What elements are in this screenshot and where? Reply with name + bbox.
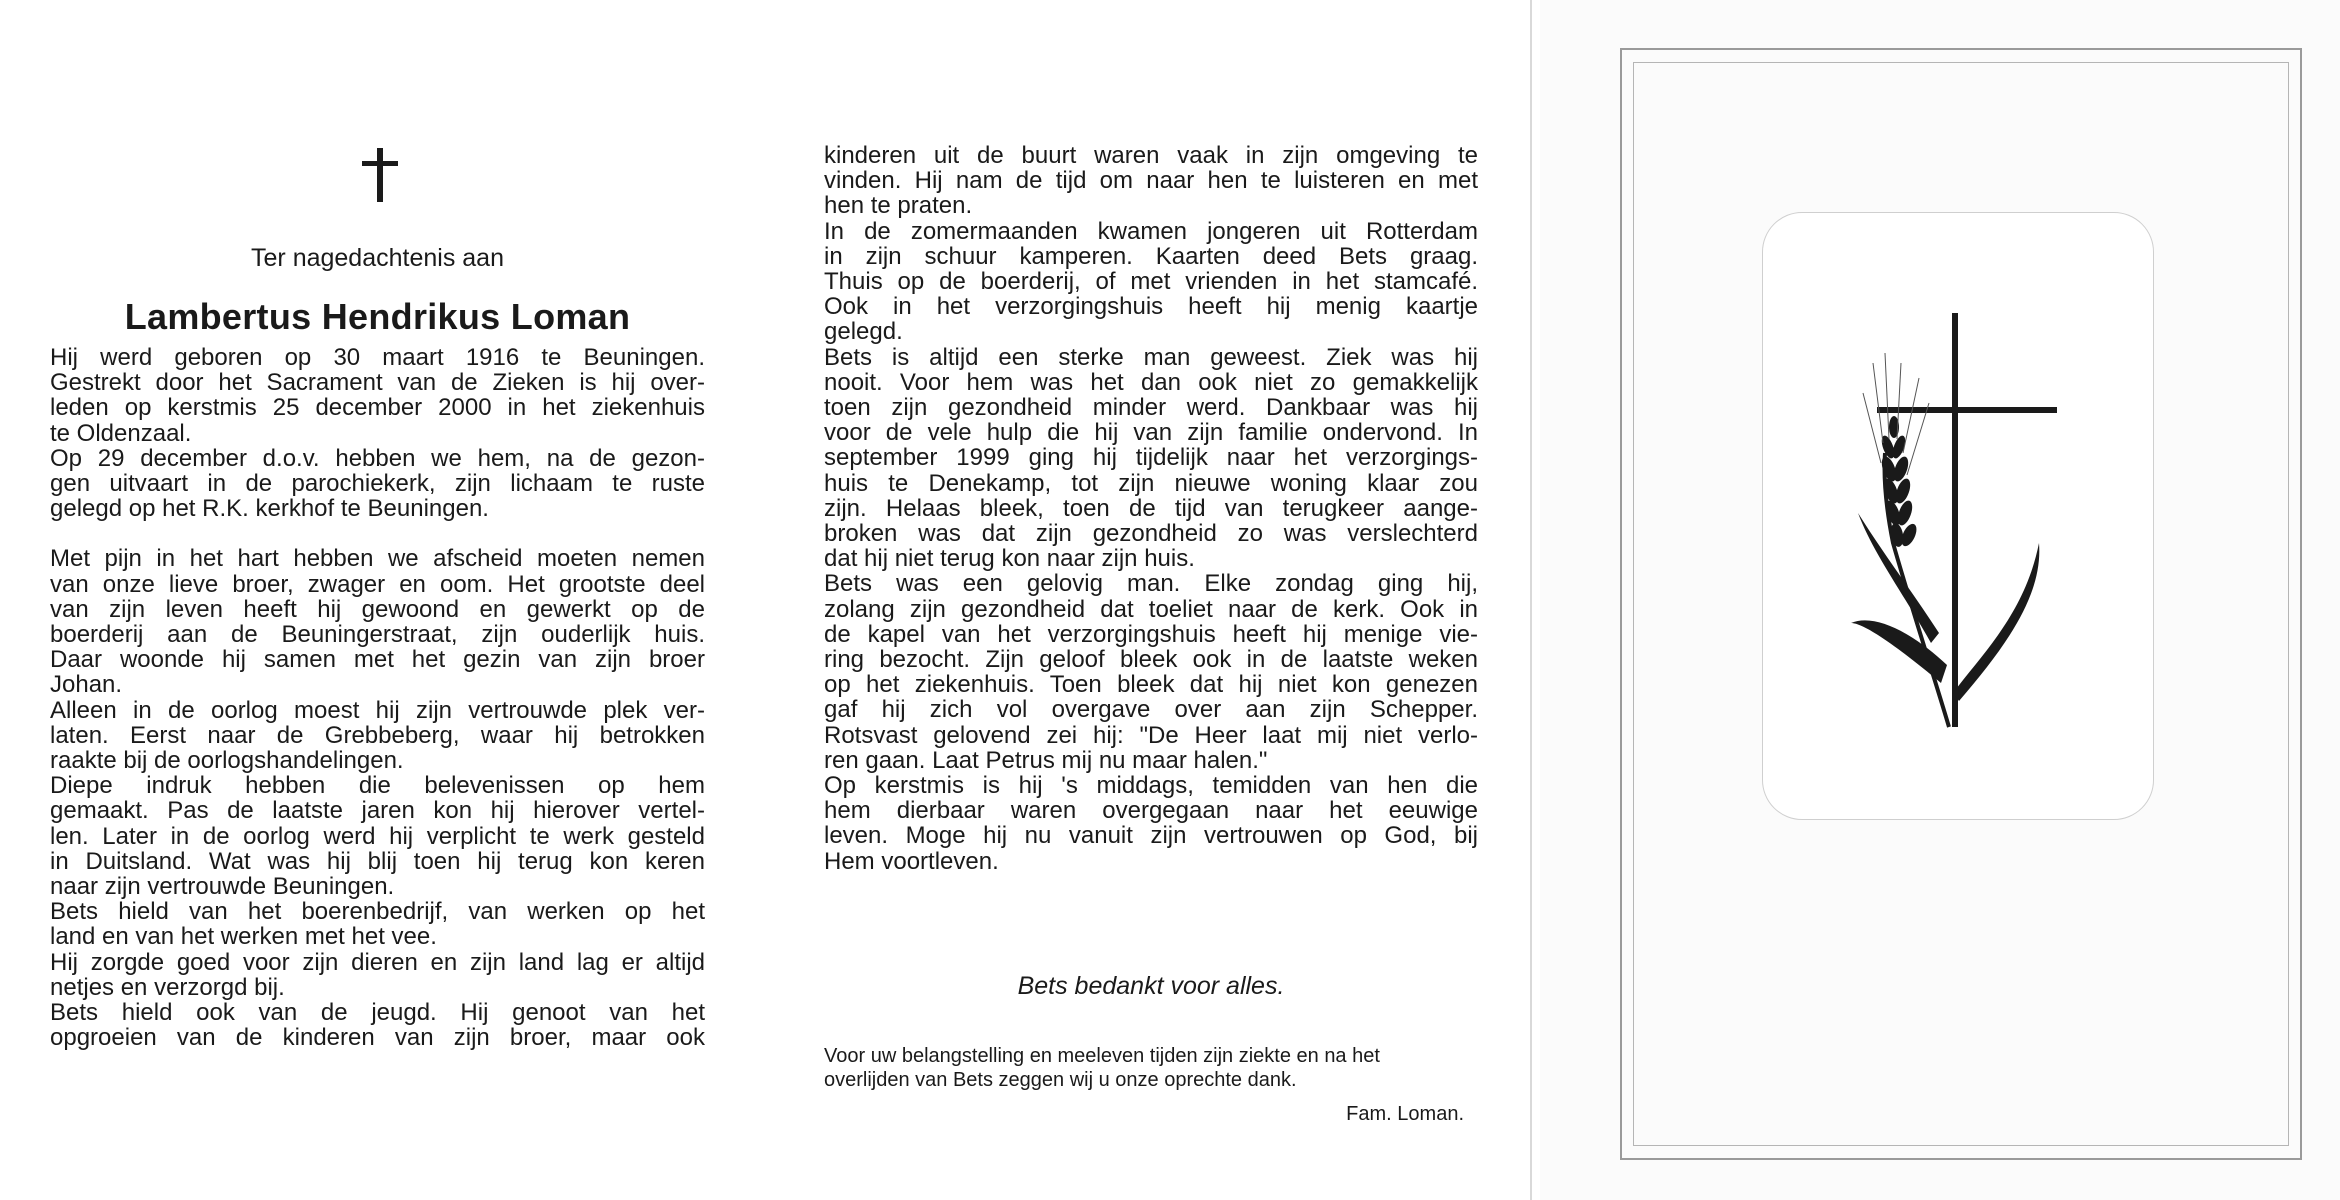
text-line: hem dierbaar waren overgegaan naar het eeuwige xyxy=(824,797,1478,825)
deceased-name: Lambertus Hendrikus Loman xyxy=(124,296,631,337)
text-line: Rotsvast gelovend zei hij: "De Heer laat mij niet verlo- xyxy=(824,721,1478,749)
text-line: boerderij aan de Beuningerstraat, zijn ouderlijk huis. xyxy=(50,621,705,649)
card-cover-page xyxy=(1540,0,2340,1200)
text-line: raakte bij de oorlogshandelingen. xyxy=(50,747,404,775)
text-line: leven. Moge hij nu vanuit zijn vertrouwen op God, bij xyxy=(824,822,1478,850)
text-line: kinderen uit de buurt waren vaak in zijn omgeving te xyxy=(824,142,1478,169)
obituary-column-2 xyxy=(824,143,1478,874)
text-line: Op kerstmis is hij 's middags, temidden van hen die xyxy=(824,772,1478,800)
text-line: Op 29 december d.o.v. hebben we hem, na de gezon- xyxy=(50,444,705,472)
text-line: broken was dat zijn gezondheid zo was verslechterd xyxy=(824,520,1478,548)
text-line: Hem voortleven. xyxy=(824,847,999,875)
text-line: netjes en verzorgd bij. xyxy=(50,973,285,1001)
text-line: len. Later in de oorlog werd hij verplicht te werk gesteld xyxy=(50,822,705,850)
text-line: laten. Eerst naar de Grebbeberg, waar hij betrokken xyxy=(50,721,705,749)
text-line: ring bezocht. Zijn geloof bleek ook in de laatste weken xyxy=(824,646,1478,674)
text-line: de kapel van het verzorgingshuis heeft hij menige vie- xyxy=(824,620,1478,648)
text-line: ren gaan. Laat Petrus mij nu maar halen." xyxy=(824,746,1268,774)
obituary-column-1 xyxy=(50,345,705,1050)
text-line: nooit. Voor hem was het dan ook niet zo gemakkelijk xyxy=(824,368,1478,396)
text-line: september 1999 ging hij tijdelijk naar het verzorgings- xyxy=(824,444,1478,472)
text-line: zijn. Helaas bleek, toen de tijd van terugkeer aange- xyxy=(824,494,1478,522)
text-line: Met pijn in het hart hebben we afscheid moeten nemen xyxy=(50,545,705,573)
text-line: Johan. xyxy=(50,671,123,699)
text-line: zolang zijn gezondheid dat toeliet naar de kerk. Ook in xyxy=(824,595,1478,623)
family-signature: Fam. Loman. xyxy=(1346,1103,1464,1125)
text-line: Diepe indruk hebben die belevenissen op hem xyxy=(50,772,705,800)
text-line: van zijn leven heeft hij gewoond en gewerkt op de xyxy=(50,595,705,623)
text-line: Bets was een gelovig man. Elke zondag ging hij, xyxy=(824,570,1478,598)
text-line: in Duitsland. Wat was hij blij toen hij terug kon keren xyxy=(50,847,705,875)
text-line: Daar woonde hij samen met het gezin van zijn broer xyxy=(50,646,705,674)
text-line: gelegd. xyxy=(824,318,903,346)
card-fold-divider xyxy=(1530,0,1532,1200)
text-line: te Oldenzaal. xyxy=(50,419,192,447)
text-line: leden op kerstmis 25 december 2000 in het ziekenhuis xyxy=(50,394,705,422)
text-line: voor de vele hulp die hij van zijn familie ondervond. In xyxy=(824,419,1478,447)
text-line: Bets is altijd een sterke man geweest. Ziek was hij xyxy=(824,343,1478,371)
text-line: op het ziekenhuis. Toen bleek dat hij niet kon genezen xyxy=(824,671,1478,699)
text-line: Bets hield ook van de jeugd. Hij genoot van het xyxy=(50,999,705,1027)
text-line: huis te Denekamp, tot zijn nieuwe woning klaar zou xyxy=(824,469,1478,497)
text-line: naar zijn vertrouwde Beuningen. xyxy=(50,873,395,901)
thanks-line: Bets bedankt voor alles. xyxy=(1017,972,1285,1000)
text-line: van onze lieve broer, zwager en oom. Het grootste deel xyxy=(50,570,705,598)
text-line: Gestrekt door het Sacrament van de Zieken is hij over- xyxy=(50,369,705,397)
thanks-note-line: Voor uw belangstelling en meeleven tijden zijn ziekte en na het xyxy=(824,1045,1380,1067)
text-line: gemaakt. Pas de laatste jaren kon hij hierover vertel- xyxy=(50,797,705,825)
text-line: vinden. Hij nam de tijd om naar hen te luisteren en met xyxy=(824,167,1478,195)
text-line: in zijn schuur kamperen. Kaarten deed Bets graag. xyxy=(824,242,1478,270)
text-line: Hij werd geboren op 30 maart 1916 te Beuningen. xyxy=(50,344,705,371)
text-line: Bets hield van het boerenbedrijf, van werken op het xyxy=(50,898,705,926)
cross-icon xyxy=(360,148,400,202)
text-line: In de zomermaanden kwamen jongeren uit Rotterdam xyxy=(824,217,1478,245)
in-memory-heading: Ter nagedachtenis aan xyxy=(251,244,504,272)
text-line: dat hij niet terug kon naar zijn huis. xyxy=(824,545,1195,573)
text-line: gen uitvaart in de parochiekerk, zijn lichaam te ruste xyxy=(50,470,705,498)
text-line: Hij zorgde goed voor zijn dieren en zijn land lag er altijd xyxy=(50,948,705,976)
text-line: opgroeien van de kinderen van zijn broer, maar ook xyxy=(50,1024,705,1052)
thanks-note-line: overlijden van Bets zeggen wij u onze oprechte dank. xyxy=(824,1069,1297,1091)
text-line: Alleen in de oorlog moest hij zijn vertrouwde plek ver- xyxy=(50,696,705,724)
wheat-cross-icon xyxy=(1763,213,2153,819)
text-line: land en van het werken met het vee. xyxy=(50,923,437,951)
illustration-panel xyxy=(1762,212,2154,820)
text-line: gaf hij zich vol overgave over aan zijn Schepper. xyxy=(824,696,1478,724)
text-line: toen zijn gezondheid minder werd. Dankbaar was hij xyxy=(824,394,1478,422)
text-line: Ook in het verzorgingshuis heeft hij menig kaartje xyxy=(824,293,1478,321)
thanks-note xyxy=(824,1044,1478,1092)
text-line: gelegd op het R.K. kerkhof te Beuningen. xyxy=(50,495,489,523)
text-line: Thuis op de boerderij, of met vrienden in het stamcafé. xyxy=(824,268,1478,296)
text-line: hen te praten. xyxy=(824,192,973,220)
